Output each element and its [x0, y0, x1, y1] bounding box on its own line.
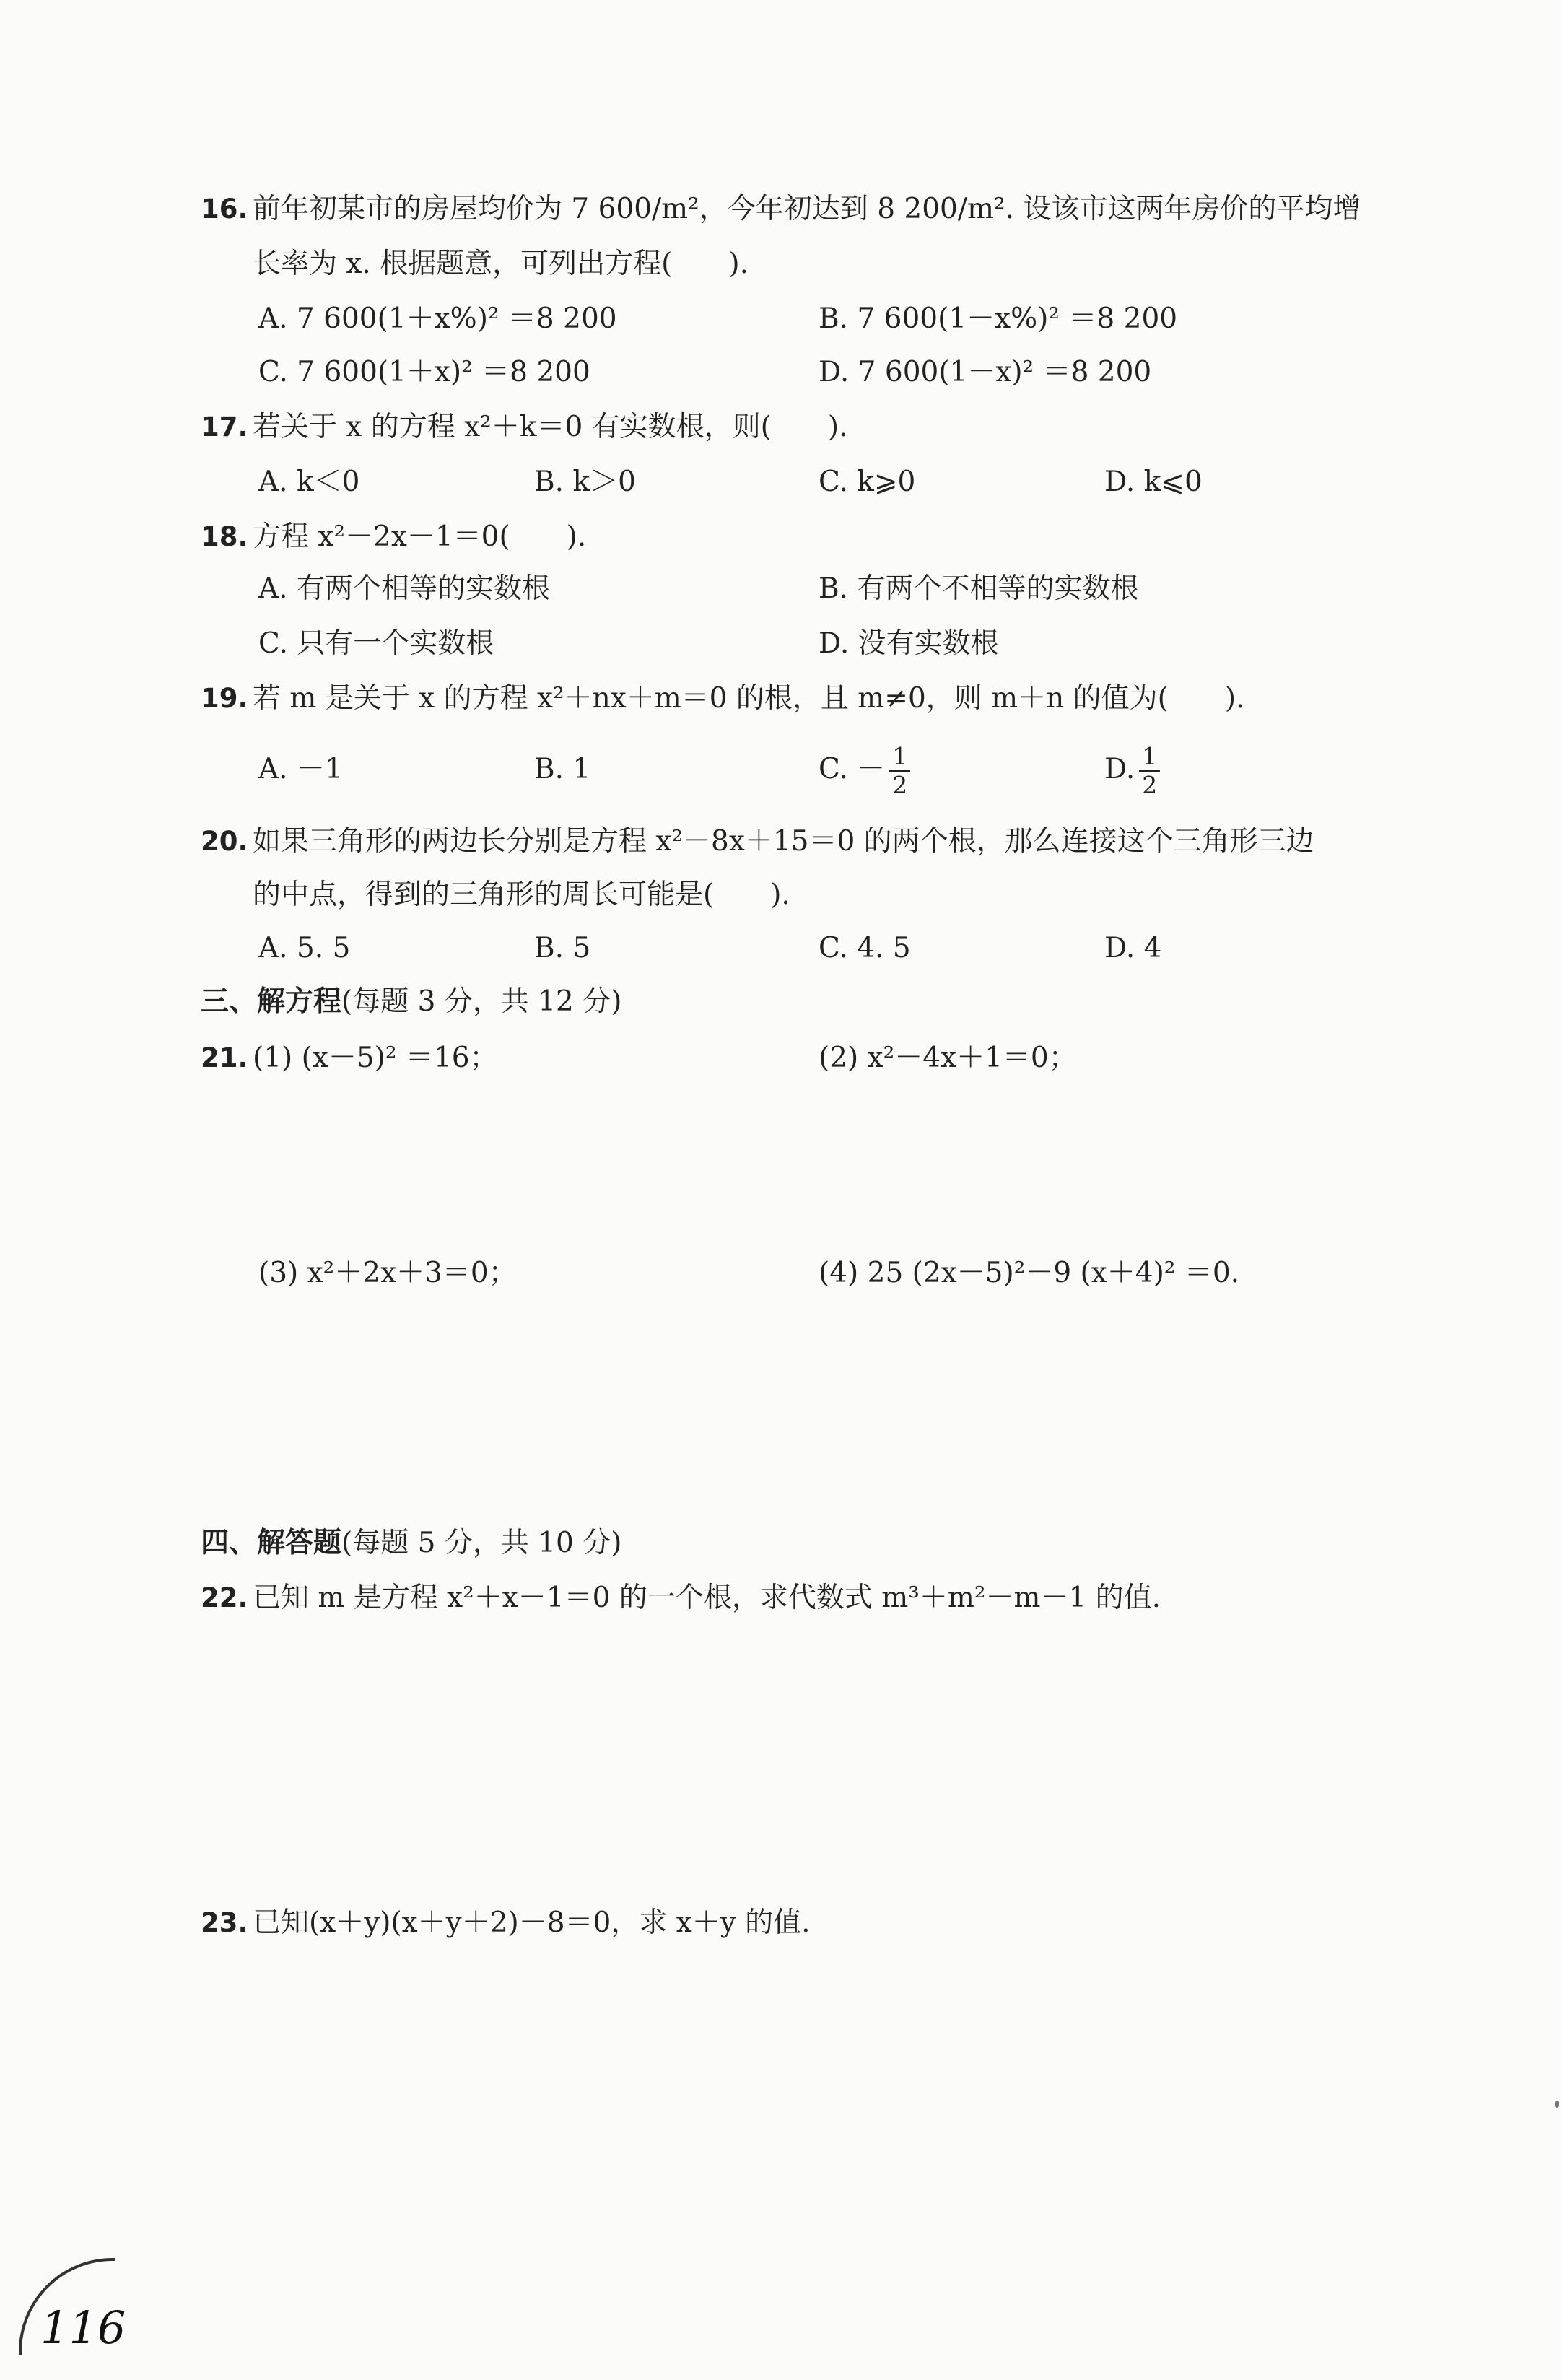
- fraction-numerator: 1: [889, 743, 910, 772]
- fraction: [1139, 743, 1160, 799]
- q16-option-a: A. 7 600(1＋x%)² ＝8 200: [258, 302, 617, 335]
- question-number: 17.: [201, 411, 248, 443]
- q17-option-a: A. k＜0: [258, 466, 360, 498]
- question-text: 如果三角形的两边长分别是方程 x²－8x＋15＝0 的两个根，那么连接这个三角形三边: [253, 825, 1314, 858]
- section-note: (每题 3 分，共 12 分): [341, 985, 622, 1018]
- q16-option-c: C. 7 600(1＋x)² ＝8 200: [258, 356, 590, 388]
- fraction-denominator: 2: [892, 771, 908, 799]
- q16-line1: [201, 191, 1361, 228]
- question-text: 已知(x＋y)(x＋y＋2)－8＝0，求 x＋y 的值.: [253, 1906, 811, 1939]
- q18-option-d: D. 没有实数根: [819, 627, 999, 660]
- q20-option-c: C. 4. 5: [819, 932, 911, 964]
- q21-part-1: (1) (x－5)² ＝16；: [253, 1042, 498, 1074]
- q17-option-d: D. k⩽0: [1104, 466, 1203, 498]
- q18-line1: [201, 518, 586, 556]
- section-heading-4: [201, 1525, 621, 1562]
- option-label: C. －: [819, 753, 886, 785]
- q20-option-b: B. 5: [534, 932, 591, 964]
- q19-line1: [201, 680, 1244, 718]
- q18-option-a: A. 有两个相等的实数根: [258, 572, 550, 605]
- q20-line2: 的中点，得到的三角形的周长可能是( ).: [253, 879, 790, 911]
- q17-line1: [201, 409, 848, 446]
- fraction-denominator: 2: [1142, 771, 1158, 799]
- question-number: 23.: [201, 1907, 248, 1938]
- fraction: [889, 743, 910, 799]
- option-label: D.: [1104, 753, 1135, 785]
- section-title: 三、解方程: [201, 985, 342, 1018]
- q19-option-a: A. －1: [258, 753, 343, 785]
- q20-option-d: D. 4: [1104, 932, 1162, 964]
- section-note: (每题 5 分，共 10 分): [341, 1527, 622, 1559]
- q20-option-a: A. 5. 5: [258, 932, 351, 964]
- q19-option-c: [819, 736, 910, 803]
- question-number: 19.: [201, 683, 248, 714]
- question-number: 18.: [201, 521, 248, 552]
- q17-option-c: C. k⩾0: [819, 466, 916, 498]
- q16-option-d: D. 7 600(1－x)² ＝8 200: [819, 356, 1152, 388]
- question-text: 若 m 是关于 x 的方程 x²＋nx＋m＝0 的根，且 m≠0，则 m＋n 的值为( ).: [253, 682, 1245, 715]
- q23-line1: [201, 1904, 811, 1942]
- question-text: 已知 m 是方程 x²＋x－1＝0 的一个根，求代数式 m³＋m²－m－1 的值.: [253, 1582, 1161, 1614]
- scan-speck: [1555, 2101, 1559, 2108]
- section-heading-3: [201, 983, 621, 1021]
- q16-option-b: B. 7 600(1－x%)² ＝8 200: [819, 302, 1178, 335]
- q19-option-d: [1104, 736, 1160, 803]
- q21-part-4: (4) 25 (2x－5)²－9 (x＋4)² ＝0.: [819, 1257, 1240, 1289]
- fraction-numerator: 1: [1139, 743, 1160, 772]
- q22-line1: [201, 1579, 1161, 1617]
- section-title: 四、解答题: [201, 1527, 342, 1559]
- q21-line1: [201, 1039, 498, 1077]
- q19-option-b: B. 1: [534, 753, 591, 785]
- q17-option-b: B. k＞0: [534, 466, 636, 498]
- q18-option-c: C. 只有一个实数根: [258, 627, 494, 660]
- question-number: 21.: [201, 1042, 248, 1073]
- q16-line2: 长率为 x. 根据题意，可列出方程( ).: [253, 248, 749, 280]
- question-text: 方程 x²－2x－1＝0( ).: [253, 520, 587, 553]
- question-number: 20.: [201, 826, 248, 857]
- question-number: 22.: [201, 1582, 248, 1613]
- q21-part-2: (2) x²－4x＋1＝0；: [819, 1042, 1077, 1074]
- q18-option-b: B. 有两个不相等的实数根: [819, 572, 1139, 605]
- question-text: 若关于 x 的方程 x²＋k＝0 有实数根，则( ).: [253, 411, 848, 443]
- q21-part-3: (3) x²＋2x＋3＝0；: [258, 1257, 517, 1289]
- question-text: 前年初某市的房屋均价为 7 600/m²，今年初达到 8 200/m². 设该市这两年房价的平均增: [253, 193, 1361, 225]
- page-number: 116: [40, 2301, 126, 2354]
- q20-line1: [201, 823, 1314, 860]
- question-number: 16.: [201, 193, 248, 225]
